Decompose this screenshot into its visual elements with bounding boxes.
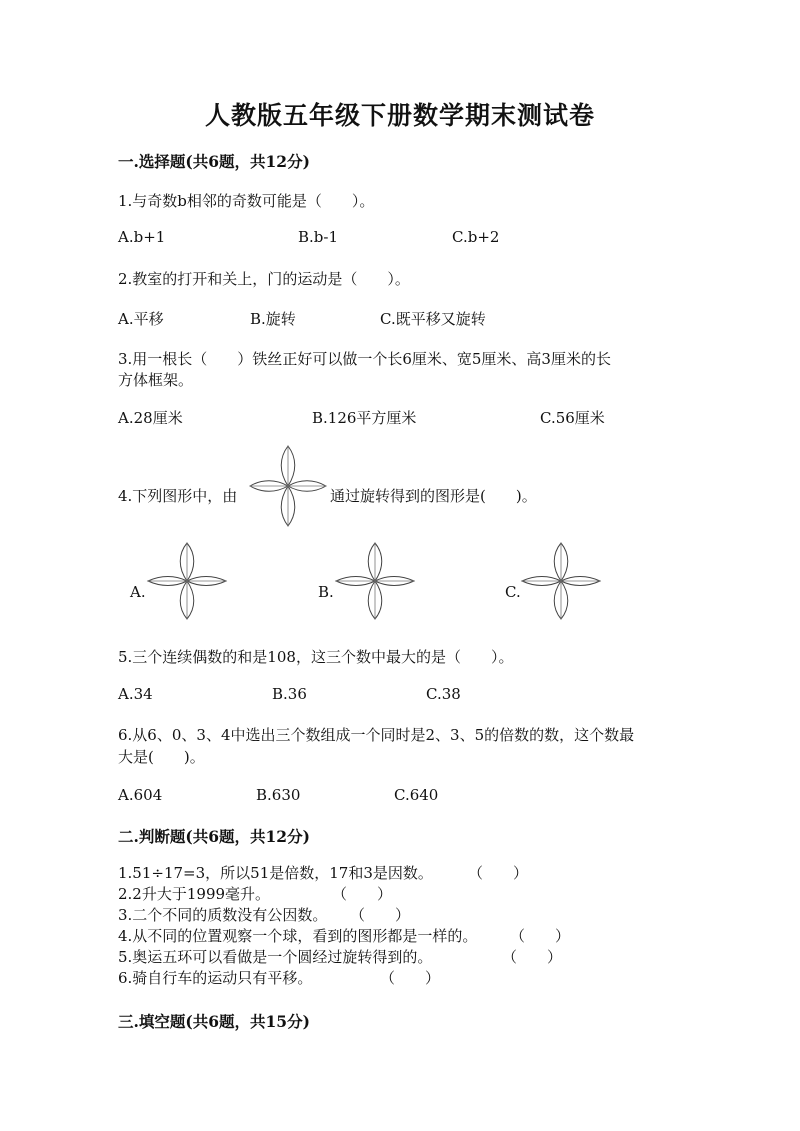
judge-item-1-blank[interactable]: （ ） [468,864,529,882]
question-5-option-b[interactable]: B.36 [272,685,307,703]
question-1-option-c[interactable]: C.b+2 [452,228,500,246]
question-6-option-b[interactable]: B.630 [256,786,301,804]
question-6-stem-line1: 6.从6、0、3、4中选出三个数组成一个同时是2、3、5的倍数的数，这个数最 [118,726,635,744]
question-4-option-c[interactable]: C. [505,583,521,601]
question-1-option-b[interactable]: B.b-1 [298,228,339,246]
question-3-stem-line2: 方体框架。 [118,371,194,389]
question-4-option-b[interactable]: B. [318,583,334,601]
option-c-flower-figure[interactable] [522,543,600,619]
judge-item-2-blank[interactable]: （ ） [332,885,393,903]
judge-item-4 [118,926,477,947]
question-2-stem: 2.教室的打开和关上，门的运动是（ ）。 [118,270,410,288]
judge-item-6-text: 6.骑自行车的运动只有平移。 [118,969,313,987]
question-1-option-a[interactable]: A.b+1 [118,228,166,246]
question-4-stem-after: 通过旋转得到的图形是( )。 [330,487,537,505]
question-5-option-c[interactable]: C.38 [426,685,461,703]
judge-item-2-text: 2.2升大于1999毫升。 [118,885,271,903]
judge-item-5-text: 5.奥运五环可以看做是一个圆经过旋转得到的。 [118,948,433,966]
section-heading-fill: 三.填空题(共6题，共15分) [118,1012,310,1031]
rotation-source-flower-figure [250,446,326,526]
option-a-flower-figure[interactable] [148,543,226,619]
question-4-stem-before: 4.下列图形中，由 [118,487,238,505]
judge-item-5 [118,947,432,968]
judge-item-4-blank[interactable]: （ ） [510,927,571,945]
question-2-option-b[interactable]: B.旋转 [250,310,296,328]
section-heading-choice: 一.选择题(共6题，共12分) [118,152,310,171]
question-2-option-a[interactable]: A.平移 [118,310,164,328]
question-3-option-c[interactable]: C.56厘米 [540,409,605,427]
judge-item-6-blank[interactable]: （ ） [380,969,441,987]
question-5-option-a[interactable]: A.34 [118,685,153,703]
judge-item-6 [118,968,312,989]
question-4-option-a[interactable]: A. [130,583,146,601]
question-2-option-c[interactable]: C.既平移又旋转 [380,310,486,328]
question-3-option-a[interactable]: A.28厘米 [118,409,183,427]
question-3-option-b[interactable]: B.126平方厘米 [312,409,417,427]
question-6-option-c[interactable]: C.640 [394,786,439,804]
question-5-stem: 5.三个连续偶数的和是108，这三个数中最大的是（ ）。 [118,648,514,666]
judge-item-3-text: 3.二个不同的质数没有公因数。 [118,906,328,924]
question-6-stem-line2: 大是( )。 [118,748,205,766]
judge-item-1 [118,863,433,884]
section-heading-judge: 二.判断题(共6题，共12分) [118,827,310,846]
judge-item-3 [118,905,327,926]
judge-item-2 [118,884,270,905]
judge-item-4-text: 4.从不同的位置观察一个球，看到的图形都是一样的。 [118,927,478,945]
judge-item-1-text: 1.51÷17=3，所以51是倍数，17和3是因数。 [118,864,433,882]
judge-item-5-blank[interactable]: （ ） [502,948,563,966]
page-title: 人教版五年级下册数学期末测试卷 [204,101,595,130]
question-1-stem: 1.与奇数b相邻的奇数可能是（ ）。 [118,192,375,210]
question-6-option-a[interactable]: A.604 [118,786,163,804]
option-b-flower-figure[interactable] [336,543,414,619]
question-3-stem-line1: 3.用一根长（ ）铁丝正好可以做一个长6厘米、宽5厘米、高3厘米的长 [118,350,611,368]
judge-item-3-blank[interactable]: （ ） [350,906,411,924]
